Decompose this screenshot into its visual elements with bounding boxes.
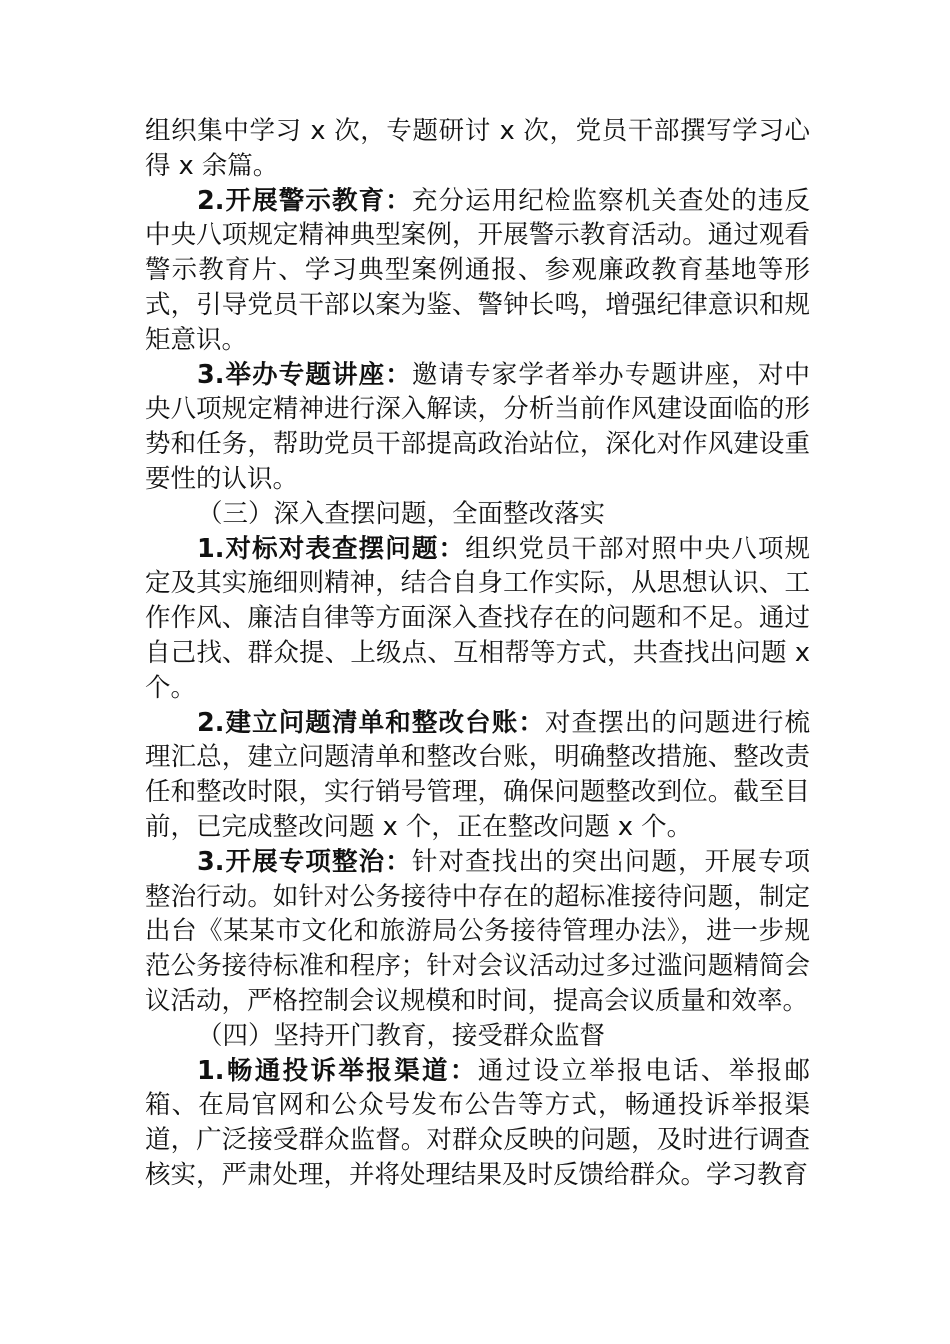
item-title: 2.建立问题清单和整改台账： — [197, 707, 545, 738]
item-special-lecture — [145, 358, 810, 497]
item-text: 针对查找出的突出问题，开展专项整治行动。如针对公务接待中存在的超标准接待问题，制定出台《某某市文化和旅游局公务接待管理办法》，进一步规范公务接待标准和程序；针对会议活动过多过滥问题精简会议活动，严格控制会议规模和时间，提高会议质量和效率。 — [145, 846, 810, 1016]
section-heading-3 — [145, 497, 810, 532]
item-title: 1.对标对表查摆问题： — [197, 533, 466, 564]
heading-text: （四）坚持开门教育，接受群众监督 — [197, 1020, 606, 1051]
item-text: 充分运用纪检监察机关查处的违反中央八项规定精神典型案例，开展警示教育活动。通过观看警示教育片、学习典型案例通报、参观廉政教育基地等形式，引导党员干部以案为鉴、警钟长鸣，增强纪律意识和规矩意识。 — [145, 185, 810, 355]
item-title: 3.开展专项整治： — [197, 846, 412, 877]
item-text: 邀请专家学者举办专题讲座，对中央八项规定精神进行深入解读，分析当前作风建设面临的形势和任务，帮助党员干部提高政治站位，深化对作风建设重要性的认识。 — [145, 359, 810, 494]
item-complaint-channels — [145, 1054, 810, 1193]
item-text: 通过设立举报电话、举报邮箱、在局官网和公众号发布公告等方式，畅通投诉举报渠道，广泛接受群众监督。对群众反映的问题，及时进行调查核实，严肃处理，并将处理结果及时反馈给群众。学习教育 — [145, 1055, 810, 1190]
section-heading-4 — [145, 1019, 810, 1054]
item-special-rectification — [145, 845, 810, 1019]
document-page — [145, 114, 810, 1193]
item-title: 1.畅通投诉举报渠道： — [197, 1055, 478, 1086]
item-text: 对查摆出的问题进行梳理汇总，建立问题清单和整改台账，明确整改措施、整改责任和整改时限，实行销号管理，确保问题整改到位。截至目前，已完成整改问题 x 个，正在整改问题 x 个。 — [145, 707, 810, 842]
item-text: 组织党员干部对照中央八项规定及其实施细则精神，结合自身工作实际，从思想认识、工作作风、廉洁自律等方面深入查找存在的问题和不足。通过自己找、群众提、上级点、互相帮等方式，共查找出问题 x 个。 — [145, 533, 810, 703]
heading-text: （三）深入查摆问题，全面整改落实 — [197, 498, 606, 529]
item-problem-list — [145, 706, 810, 845]
paragraph-continuation — [145, 114, 810, 184]
item-warning-education — [145, 184, 810, 358]
item-title: 3.举办专题讲座： — [197, 359, 412, 390]
item-title: 2.开展警示教育： — [197, 185, 412, 216]
item-problem-finding — [145, 532, 810, 706]
paragraph-text: 组织集中学习 x 次，专题研讨 x 次，党员干部撰写学习心得 x 余篇。 — [145, 116, 810, 181]
